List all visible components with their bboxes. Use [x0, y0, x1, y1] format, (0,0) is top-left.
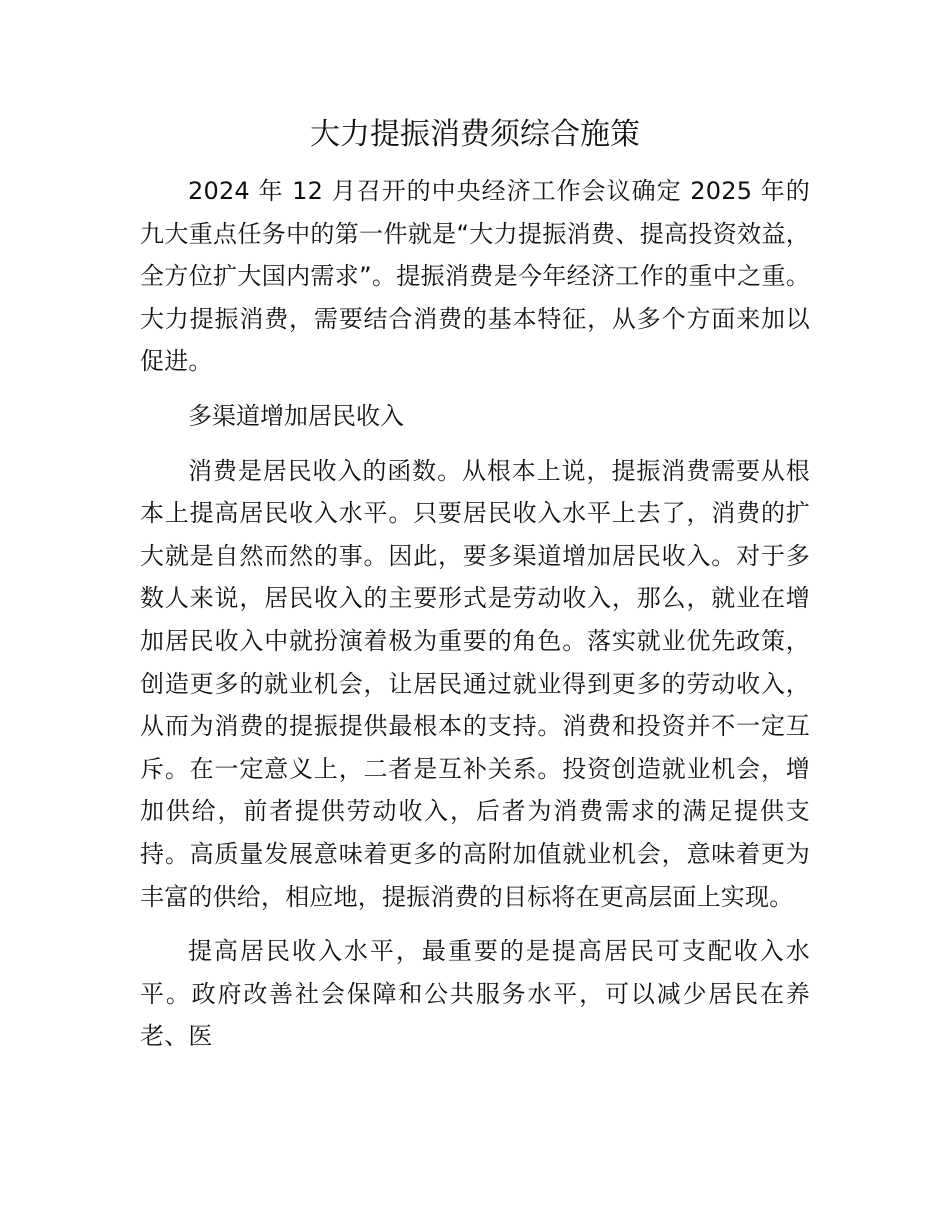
- paragraph-intro: 2024 年 12 月召开的中央经济工作会议确定 2025 年的九大重点任务中的第一件就是“大力提振消费、提高投资效益，全方位扩大国内需求”。提振消费是今年经济工作的重中之重。大力提振消费，需要结合消费的基本特征，从多个方面来加以促进。: [140, 177, 810, 376]
- document-title: 大力提振消费须综合施策: [310, 117, 640, 152]
- section-heading: 多渠道增加居民收入: [188, 401, 404, 430]
- paragraph-disposable-income: 提高居民收入水平，最重要的是提高居民可支配收入水平。政府改善社会保障和公共服务水平，可以减少居民在养老、医: [140, 937, 810, 1051]
- document-body: [140, 170, 810, 1070]
- paragraph-income: 消费是居民收入的函数。从根本上说，提振消费需要从根本上提高居民收入水平。只要居民收入水平上去了，消费的扩大就是自然而然的事。因此，要多渠道增加居民收入。对于多数人来说，居民收入的主要形式是劳动收入，那么，就业在增加居民收入中就扮演着极为重要的角色。落实就业优先政策，创造更多的就业机会，让居民通过就业得到更多的劳动收入，从而为消费的提振提供最根本的支持。消费和投资并不一定互斥。在一定意义上，二者是互补关系。投资创造就业机会，增加供给，前者提供劳动收入，后者为消费需求的满足提供支持。高质量发展意味着更多的高附加值就业机会，意味着更为丰富的供给，相应地，提振消费的目标将在更高层面上实现。: [140, 456, 810, 911]
